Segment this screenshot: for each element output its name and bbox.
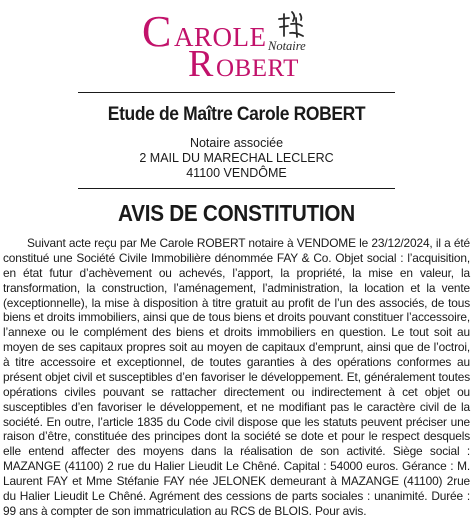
header-divider-top xyxy=(78,92,395,93)
logo-initial-r: R xyxy=(188,43,214,85)
logo-initial-c: C xyxy=(142,7,172,56)
logo-graphic xyxy=(140,6,330,85)
logo-notaire-label: Notaire xyxy=(268,39,306,53)
notary-logo xyxy=(0,0,473,85)
address-city: 41100 VENDÔME xyxy=(186,166,287,180)
notice-title: AVIS DE CONSTITUTION xyxy=(118,200,355,226)
header-divider-bottom xyxy=(78,188,395,189)
notice-body: Suivant acte reçu par Me Carole ROBERT notaire à VENDOME le 23/12/2024, il a été constitué une Société Civile Immobilière dénommée FAY & Co. Objet social : l’acquisition, en état futur d’achèvement ou achevés, l’apport, la propriété, la mise en valeur, la transformation, la construction, l’aménagement, l’administration, la location et la vente (exceptionnelle), la mise à disposition à titre gratuit au profit de l’un des associés, de tous biens et droits immobiliers, ainsi que de tous biens et droits pouvant constituer l’accessoire, l’annexe ou le complément des biens et droits immobiliers en question. Le tout soit au moyen de ses capitaux propres soit au moyen de capitaux d’emprunt, ainsi que de l’octroi, à titre accessoire et exceptionnel, de toutes garanties à des opérations conformes au présent objet civil et susceptibles d’en favoriser le développement. Et, généralement toutes opérations civiles pouvant se rattacher directement ou indirectement à cet objet ou susceptibles d’en favoriser le développement, et ne modifiant pas le caractère civil de la société. En outre, l’article 1835 du Code civil dispose que les statuts peuvent préciser une raison d’être, constituée des principes dont la société se dote et pour le respect desquels elle entend affecter des moyens dans la réalisation de son activité. Siège social : MAZANGE (41100) 2 rue du Halier Lieudit Le Chêné. Capital : 54000 euros. Gérance : M. Laurent FAY et Mme Stéfanie FAY née JELONEK demeurant à MAZANGE (41100) 2rue du Halier Lieudit Le Chêné. Agrément des cessions de parts sociales : unanimité. Durée : 99 ans à compter de son immatriculation au RCS de BLOIS. Pour avis. xyxy=(3,236,470,518)
study-title: Etude de Maître Carole ROBERT xyxy=(107,104,366,125)
address-street: 2 MAIL DU MARECHAL LECLERC xyxy=(139,151,334,165)
notary-emblem-icon xyxy=(279,12,303,37)
logo-last-name: OBERT xyxy=(216,55,299,82)
logo-first-name: AROLE xyxy=(174,22,267,52)
notary-role: Notaire associée xyxy=(189,136,284,150)
study-address xyxy=(0,136,473,181)
